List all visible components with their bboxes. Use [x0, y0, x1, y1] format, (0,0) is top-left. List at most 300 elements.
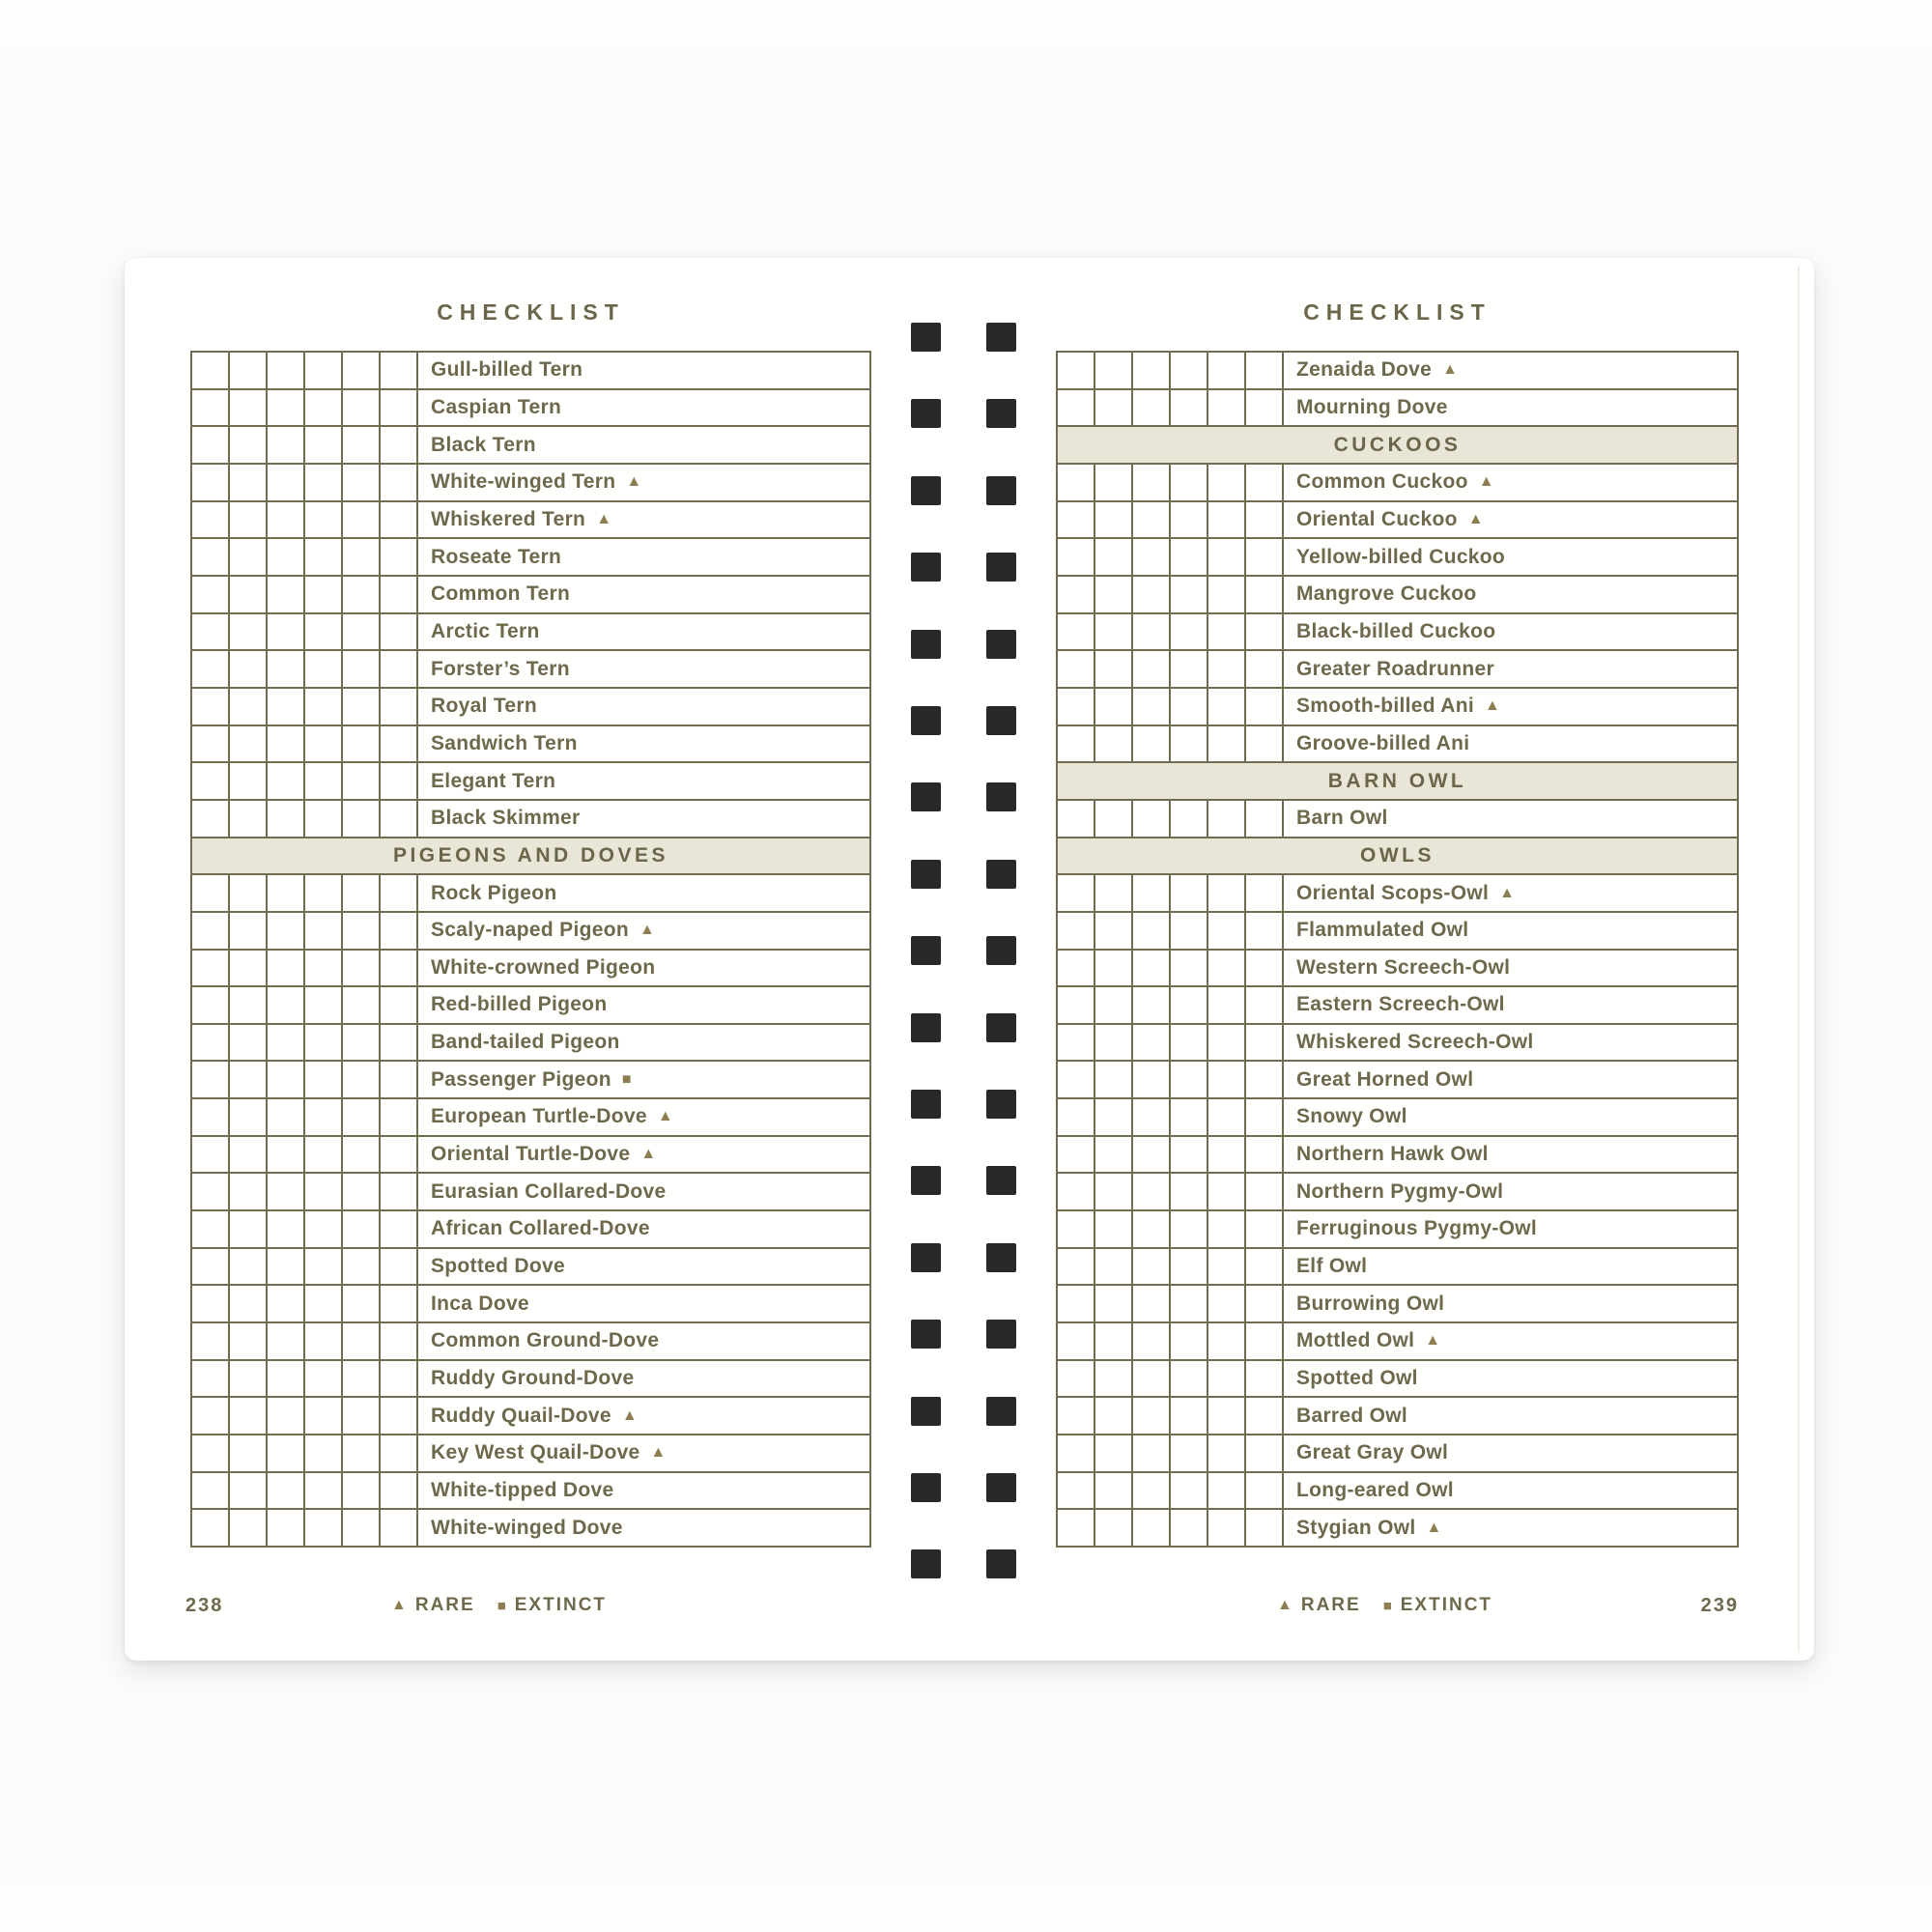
- checkbox-cell: [268, 465, 305, 500]
- spiral-binding-square: [911, 860, 941, 889]
- checkbox-cell: [1171, 390, 1208, 426]
- spiral-binding-square: [911, 399, 941, 428]
- checkbox-cell: [1058, 689, 1095, 724]
- checkbox-cell: [192, 1137, 230, 1173]
- species-row: [1058, 913, 1737, 951]
- checkbox-cell: [305, 651, 343, 687]
- species-name: African Collared-Dove: [431, 1217, 650, 1240]
- checkbox-cell: [1208, 875, 1246, 911]
- checkbox-cell: [1095, 1361, 1133, 1397]
- species-row: [192, 1137, 869, 1175]
- checkbox-cell: [381, 1398, 418, 1434]
- left-legend: [391, 1594, 607, 1617]
- species-name: Groove-billed Ani: [1296, 731, 1470, 754]
- species-row: [1058, 1510, 1737, 1546]
- checkbox-cell: [343, 951, 381, 986]
- checkbox-cell: [1246, 951, 1284, 986]
- species-name-cell: [418, 502, 869, 538]
- checkbox-cell: [381, 763, 418, 799]
- checkbox-cell: [268, 1435, 305, 1471]
- checkbox-cell: [1208, 951, 1246, 986]
- checkbox-cell: [268, 1249, 305, 1285]
- checkbox-cell: [305, 763, 343, 799]
- checkbox-cell: [305, 689, 343, 724]
- checkbox-cell: [1095, 913, 1133, 949]
- checkbox-cell: [268, 1286, 305, 1321]
- checkbox-cell: [305, 1062, 343, 1097]
- checkbox-cell: [1171, 614, 1208, 650]
- species-name-cell: [1284, 987, 1737, 1023]
- checkbox-cell: [1208, 913, 1246, 949]
- species-row: [192, 1025, 869, 1063]
- species-row: [192, 1398, 869, 1435]
- species-name-cell: [418, 1435, 869, 1471]
- checkbox-cell: [230, 1435, 268, 1471]
- checkbox-cell: [192, 1398, 230, 1434]
- species-row: [192, 353, 869, 390]
- checkbox-cell: [1246, 726, 1284, 762]
- species-row: [192, 1062, 869, 1099]
- checkbox-cell: [343, 763, 381, 799]
- checkbox-cell: [381, 1211, 418, 1247]
- checkbox-cell: [1095, 1099, 1133, 1135]
- species-name-cell: [1284, 353, 1737, 388]
- checkbox-cell: [1246, 651, 1284, 687]
- species-name-cell: [418, 651, 869, 687]
- species-name-cell: [1284, 1174, 1737, 1209]
- species-name-cell: [1284, 875, 1737, 911]
- checkbox-cell: [305, 1510, 343, 1546]
- section-header-row: [1058, 763, 1737, 801]
- species-name: Ferruginous Pygmy-Owl: [1296, 1217, 1537, 1240]
- checkbox-cell: [1133, 353, 1171, 388]
- checkbox-cell: [343, 390, 381, 426]
- spiral-binding-square: [911, 1090, 941, 1119]
- spiral-binding-square: [986, 782, 1016, 811]
- species-name: Inca Dove: [431, 1292, 529, 1315]
- checkbox-cell: [1246, 465, 1284, 500]
- rare-marker-icon: ▲: [1426, 1519, 1442, 1536]
- spiral-binding-square: [986, 860, 1016, 889]
- species-name-cell: [1284, 539, 1737, 575]
- spiral-binding-square: [986, 630, 1016, 659]
- checkbox-cell: [1133, 1361, 1171, 1397]
- checkbox-cell: [268, 651, 305, 687]
- checkbox-cell: [192, 465, 230, 500]
- species-name-cell: [418, 875, 869, 911]
- checkbox-cell: [1171, 726, 1208, 762]
- checkbox-cell: [343, 614, 381, 650]
- species-name: Western Screech-Owl: [1296, 955, 1511, 979]
- checkbox-cell: [1171, 951, 1208, 986]
- checkbox-cell: [305, 1211, 343, 1247]
- species-name: Black Tern: [431, 433, 536, 456]
- checkbox-cell: [305, 1473, 343, 1509]
- checkbox-cell: [381, 1025, 418, 1061]
- checkbox-cell: [1171, 689, 1208, 724]
- checkbox-cell: [1058, 875, 1095, 911]
- checkbox-cell: [230, 987, 268, 1023]
- checkbox-cell: [1095, 1473, 1133, 1509]
- species-name-cell: [418, 1099, 869, 1135]
- checkbox-cell: [1208, 1361, 1246, 1397]
- rare-marker-icon: ▲: [1425, 1332, 1441, 1350]
- checkbox-cell: [268, 502, 305, 538]
- checkbox-cell: [268, 689, 305, 724]
- checkbox-cell: [192, 614, 230, 650]
- species-name: Great Horned Owl: [1296, 1067, 1474, 1091]
- checkbox-cell: [381, 875, 418, 911]
- species-name: Great Gray Owl: [1296, 1441, 1449, 1464]
- checkbox-cell: [343, 1398, 381, 1434]
- checkbox-cell: [1171, 1062, 1208, 1097]
- species-name-cell: [1284, 1211, 1737, 1247]
- checkbox-cell: [1058, 465, 1095, 500]
- spiral-binding-square: [986, 936, 1016, 965]
- rare-marker-icon: ▲: [621, 1406, 638, 1424]
- checkbox-cell: [268, 726, 305, 762]
- species-name: Whiskered Tern: [431, 507, 586, 530]
- checkbox-cell: [1246, 1249, 1284, 1285]
- checkbox-cell: [1246, 1435, 1284, 1471]
- checkbox-cell: [1058, 390, 1095, 426]
- checkbox-cell: [230, 689, 268, 724]
- species-row: [1058, 951, 1737, 988]
- species-name-cell: [418, 1211, 869, 1247]
- checkbox-cell: [1208, 1025, 1246, 1061]
- checkbox-cell: [305, 465, 343, 500]
- checkbox-cell: [305, 1025, 343, 1061]
- species-row: [192, 390, 869, 428]
- species-name-cell: [1284, 651, 1737, 687]
- species-name: Spotted Dove: [431, 1255, 565, 1278]
- species-name-cell: [1284, 1510, 1737, 1546]
- checkbox-cell: [305, 987, 343, 1023]
- rare-marker-icon: ▲: [1484, 697, 1500, 715]
- checkbox-cell: [1246, 539, 1284, 575]
- species-name-cell: [418, 763, 869, 799]
- checkbox-cell: [1058, 577, 1095, 612]
- species-row: [1058, 1398, 1737, 1435]
- species-name: Mottled Owl: [1296, 1329, 1415, 1352]
- extinct-marker-icon: ■: [497, 1597, 506, 1614]
- species-name: Stygian Owl: [1296, 1516, 1416, 1539]
- checkbox-cell: [1208, 614, 1246, 650]
- checkbox-cell: [192, 1062, 230, 1097]
- spiral-binding-square: [986, 1397, 1016, 1426]
- checkbox-cell: [343, 913, 381, 949]
- checkbox-cell: [343, 987, 381, 1023]
- checkbox-cell: [381, 1510, 418, 1546]
- checkbox-cell: [192, 1473, 230, 1509]
- checkbox-cell: [343, 1286, 381, 1321]
- species-name-cell: [418, 1323, 869, 1359]
- checkbox-cell: [1171, 1249, 1208, 1285]
- checkbox-cell: [1171, 1025, 1208, 1061]
- checkbox-cell: [1058, 1062, 1095, 1097]
- rare-marker-icon: ▲: [391, 1597, 407, 1613]
- checkbox-cell: [1095, 1435, 1133, 1471]
- checkbox-cell: [268, 1510, 305, 1546]
- species-name-cell: [418, 353, 869, 388]
- checkbox-cell: [1171, 1473, 1208, 1509]
- checkbox-cell: [1058, 1435, 1095, 1471]
- spiral-binding-square: [911, 476, 941, 505]
- right-page-title: CHECKLIST: [1303, 299, 1492, 325]
- checkbox-cell: [343, 1062, 381, 1097]
- species-row: [192, 987, 869, 1025]
- species-name: Flammulated Owl: [1296, 919, 1469, 942]
- checkbox-cell: [343, 1473, 381, 1509]
- species-name-cell: [418, 427, 869, 463]
- species-name: Eastern Screech-Owl: [1296, 993, 1505, 1016]
- spiral-binding-square: [911, 630, 941, 659]
- spiral-binding-square: [986, 1549, 1016, 1578]
- species-name-cell: [1284, 614, 1737, 650]
- checkbox-cell: [230, 1025, 268, 1061]
- species-row: [1058, 465, 1737, 502]
- checkbox-cell: [305, 801, 343, 837]
- species-name: Scaly-naped Pigeon: [431, 919, 629, 942]
- spiral-binding-square: [986, 399, 1016, 428]
- spiral-binding-square: [986, 323, 1016, 352]
- checkbox-cell: [381, 1062, 418, 1097]
- checkbox-cell: [1208, 1510, 1246, 1546]
- checkbox-cell: [1095, 1025, 1133, 1061]
- checkbox-cell: [1095, 465, 1133, 500]
- species-row: [192, 913, 869, 951]
- checkbox-cell: [381, 427, 418, 463]
- species-name-cell: [418, 1174, 869, 1209]
- checkbox-cell: [1095, 689, 1133, 724]
- species-row: [192, 763, 869, 801]
- checkbox-cell: [1246, 577, 1284, 612]
- species-row: [1058, 1249, 1737, 1287]
- species-name-cell: [1284, 1286, 1737, 1321]
- checkbox-cell: [1208, 689, 1246, 724]
- species-row: [192, 614, 869, 652]
- checkbox-cell: [1171, 651, 1208, 687]
- checkbox-cell: [305, 427, 343, 463]
- checkbox-cell: [343, 1137, 381, 1173]
- species-name-cell: [418, 1510, 869, 1546]
- checkbox-cell: [381, 1286, 418, 1321]
- checkbox-cell: [305, 390, 343, 426]
- checkbox-cell: [268, 427, 305, 463]
- species-name: White-tipped Dove: [431, 1479, 614, 1502]
- species-name-cell: [418, 1137, 869, 1173]
- checkbox-cell: [1246, 1025, 1284, 1061]
- spiral-binding-square: [986, 1166, 1016, 1195]
- checkbox-cell: [381, 465, 418, 500]
- checkbox-cell: [1133, 913, 1171, 949]
- checkbox-cell: [343, 577, 381, 612]
- checkbox-cell: [1058, 353, 1095, 388]
- extinct-label: EXTINCT: [1400, 1595, 1493, 1615]
- checkbox-cell: [1246, 1323, 1284, 1359]
- species-name: Barred Owl: [1296, 1404, 1408, 1427]
- checkbox-cell: [230, 502, 268, 538]
- species-name: Sandwich Tern: [431, 731, 578, 754]
- checkbox-cell: [192, 875, 230, 911]
- checkbox-cell: [381, 913, 418, 949]
- species-row: [192, 427, 869, 465]
- checkbox-cell: [230, 465, 268, 500]
- species-name: Eurasian Collared-Dove: [431, 1179, 667, 1203]
- species-name-cell: [418, 465, 869, 500]
- species-name: Greater Roadrunner: [1296, 657, 1494, 680]
- checkbox-cell: [343, 726, 381, 762]
- species-name-cell: [1284, 1025, 1737, 1061]
- checkbox-cell: [1095, 577, 1133, 612]
- species-name-cell: [1284, 1398, 1737, 1434]
- checkbox-cell: [268, 763, 305, 799]
- checkbox-cell: [343, 689, 381, 724]
- checkbox-cell: [1058, 1323, 1095, 1359]
- species-name-cell: [418, 951, 869, 986]
- species-row: [192, 1361, 869, 1399]
- spiral-binding-square: [911, 936, 941, 965]
- checkbox-cell: [305, 1174, 343, 1209]
- checkbox-cell: [268, 1062, 305, 1097]
- checkbox-cell: [192, 1510, 230, 1546]
- checkbox-cell: [381, 614, 418, 650]
- spiral-binding-square: [986, 1013, 1016, 1042]
- checkbox-cell: [1208, 1473, 1246, 1509]
- checkbox-cell: [1133, 951, 1171, 986]
- rare-marker-icon: ▲: [626, 473, 642, 491]
- checkbox-cell: [1058, 651, 1095, 687]
- checkbox-cell: [1095, 1137, 1133, 1173]
- checkbox-cell: [1208, 1211, 1246, 1247]
- checkbox-cell: [1095, 1510, 1133, 1546]
- species-row: [1058, 1286, 1737, 1323]
- checkbox-cell: [1246, 1286, 1284, 1321]
- checkbox-cell: [1246, 1099, 1284, 1135]
- checkbox-cell: [1095, 1323, 1133, 1359]
- checkbox-cell: [1058, 1473, 1095, 1509]
- checkbox-cell: [1133, 1323, 1171, 1359]
- species-row: [1058, 1137, 1737, 1175]
- page-stack-edge: [1798, 266, 1800, 1653]
- checkbox-cell: [268, 1361, 305, 1397]
- spiral-binding-square: [911, 1013, 941, 1042]
- checkbox-cell: [192, 1099, 230, 1135]
- checkbox-cell: [230, 1249, 268, 1285]
- checkbox-cell: [1095, 614, 1133, 650]
- species-name-cell: [1284, 1361, 1737, 1397]
- species-name: Oriental Scops-Owl: [1296, 881, 1490, 904]
- checkbox-cell: [1171, 1099, 1208, 1135]
- species-name: Yellow-billed Cuckoo: [1296, 545, 1506, 568]
- checkbox-cell: [1171, 465, 1208, 500]
- species-name: Northern Pygmy-Owl: [1296, 1179, 1504, 1203]
- species-name: Smooth-billed Ani: [1296, 695, 1474, 718]
- checkbox-cell: [192, 726, 230, 762]
- species-name-cell: [418, 1025, 869, 1061]
- checkbox-cell: [192, 1174, 230, 1209]
- checkbox-cell: [1058, 539, 1095, 575]
- checkbox-cell: [1171, 353, 1208, 388]
- checkbox-cell: [1208, 502, 1246, 538]
- species-name-cell: [418, 1398, 869, 1434]
- species-name: Common Ground-Dove: [431, 1329, 660, 1352]
- species-name-cell: [418, 801, 869, 837]
- species-row: [1058, 651, 1737, 689]
- checkbox-cell: [1208, 1286, 1246, 1321]
- checkbox-cell: [1246, 353, 1284, 388]
- checkbox-cell: [305, 502, 343, 538]
- species-row: [1058, 353, 1737, 390]
- species-name: Band-tailed Pigeon: [431, 1031, 620, 1054]
- species-name: Snowy Owl: [1296, 1105, 1407, 1128]
- species-row: [1058, 987, 1737, 1025]
- checkbox-cell: [1208, 390, 1246, 426]
- checkbox-cell: [343, 502, 381, 538]
- checkbox-cell: [230, 1361, 268, 1397]
- checkbox-cell: [230, 726, 268, 762]
- checkbox-cell: [1246, 614, 1284, 650]
- species-row: [192, 689, 869, 726]
- checkbox-cell: [1208, 577, 1246, 612]
- checkbox-cell: [1208, 987, 1246, 1023]
- checkbox-cell: [1095, 539, 1133, 575]
- species-name: Common Tern: [431, 582, 571, 606]
- checkbox-cell: [381, 801, 418, 837]
- checkbox-cell: [305, 1361, 343, 1397]
- species-row: [1058, 875, 1737, 913]
- checkbox-cell: [1058, 1211, 1095, 1247]
- species-row: [1058, 614, 1737, 652]
- spiral-binding-square: [986, 1090, 1016, 1119]
- checkbox-cell: [381, 689, 418, 724]
- species-row: [192, 1174, 869, 1211]
- checkbox-cell: [343, 1361, 381, 1397]
- species-row: [192, 875, 869, 913]
- checkbox-cell: [268, 1473, 305, 1509]
- species-name: Mangrove Cuckoo: [1296, 582, 1477, 606]
- checkbox-cell: [268, 913, 305, 949]
- checkbox-cell: [1246, 1137, 1284, 1173]
- spiral-binding-square: [911, 1243, 941, 1272]
- checkbox-cell: [192, 1361, 230, 1397]
- checkbox-cell: [1133, 875, 1171, 911]
- spiral-binding-square: [911, 553, 941, 582]
- checkbox-cell: [268, 801, 305, 837]
- checkbox-cell: [305, 913, 343, 949]
- checkbox-cell: [1133, 1473, 1171, 1509]
- species-name-cell: [1284, 1099, 1737, 1135]
- section-header-label: CUCKOOS: [1333, 433, 1462, 456]
- species-name: White-crowned Pigeon: [431, 955, 656, 979]
- species-name: Arctic Tern: [431, 619, 540, 642]
- checkbox-cell: [1208, 353, 1246, 388]
- checkbox-cell: [1095, 651, 1133, 687]
- species-name-cell: [1284, 390, 1737, 426]
- species-name-cell: [1284, 951, 1737, 986]
- checkbox-cell: [381, 651, 418, 687]
- checkbox-cell: [230, 1062, 268, 1097]
- checkbox-cell: [192, 763, 230, 799]
- checkbox-cell: [305, 875, 343, 911]
- checkbox-cell: [268, 987, 305, 1023]
- checkbox-cell: [1133, 1062, 1171, 1097]
- species-name: Oriental Cuckoo: [1296, 507, 1458, 530]
- checkbox-cell: [1095, 502, 1133, 538]
- species-row: [1058, 390, 1737, 428]
- species-name-cell: [1284, 1137, 1737, 1173]
- checkbox-cell: [192, 539, 230, 575]
